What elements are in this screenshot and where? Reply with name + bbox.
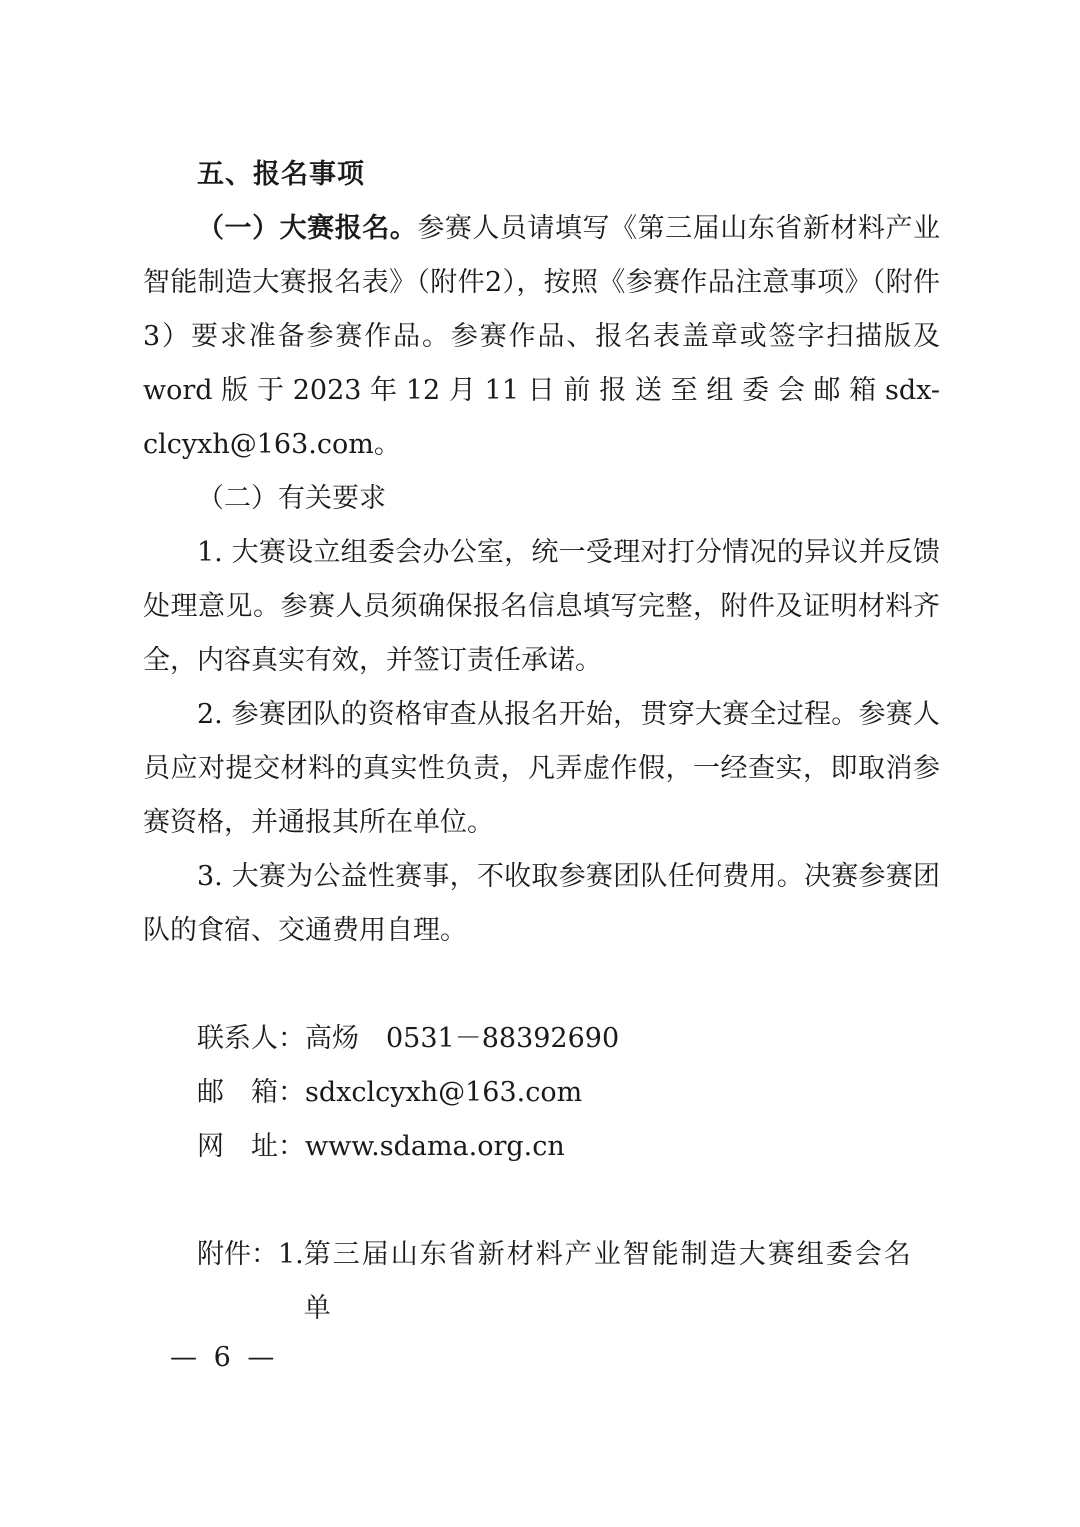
requirement-item-2: 2. 参赛团队的资格审查从报名开始，贯穿大赛全过程。参赛人员应对提交材料的真实性负责，凡弄虚作假，一经查实，即取消参赛资格，并通报其所在单位。 <box>143 699 940 838</box>
contact-email-row <box>143 1066 940 1120</box>
section-heading: 五、报名事项 <box>197 159 365 190</box>
contact-website-row <box>143 1120 940 1174</box>
contact-website-label: 网 址： <box>197 1131 305 1162</box>
spacer <box>143 958 940 1012</box>
contact-email-label: 邮 箱： <box>197 1077 305 1108</box>
registration-paragraph <box>143 202 940 472</box>
contact-person-row <box>143 1012 940 1066</box>
contact-person-label: 联系人： <box>197 1023 305 1054</box>
attachment-label: 附件：1. <box>197 1239 304 1270</box>
contact-person-value: 高炀 0531－88392690 <box>305 1023 620 1054</box>
spacer <box>143 1174 940 1228</box>
requirement-item-1: 1. 大赛设立组委会办公室，统一受理对打分情况的异议并反馈处理意见。参赛人员须确保报名信息填写完整，附件及证明材料齐全，内容真实有效，并签订责任承诺。 <box>143 537 940 676</box>
contact-email-value: sdxclcyxh@163.com <box>305 1077 583 1108</box>
registration-subheading: （一）大赛报名。 <box>197 213 418 244</box>
page-number: — 6 — <box>170 1342 279 1373</box>
attachment-text: 第三届山东省新材料产业智能制造大赛组委会名单 <box>303 1239 913 1324</box>
contact-website-value: www.sdama.org.cn <box>305 1131 565 1162</box>
attachment-row <box>143 1228 940 1336</box>
requirements-subheading: （二）有关要求 <box>197 483 386 514</box>
document-body <box>143 148 940 1336</box>
registration-body: 参赛人员请填写《第三届山东省新材料产业智能制造大赛报名表》（附件2），按照《参赛作品注意事项》（附件3）要求准备参赛作品。参赛作品、报名表盖章或签字扫描版及word版于2023年12月11日前报送至组委会邮箱sdx-clcyxh@163.com。 <box>143 213 941 460</box>
requirement-item-3: 3. 大赛为公益性赛事，不收取参赛团队任何费用。决赛参赛团队的食宿、交通费用自理。 <box>143 861 940 946</box>
